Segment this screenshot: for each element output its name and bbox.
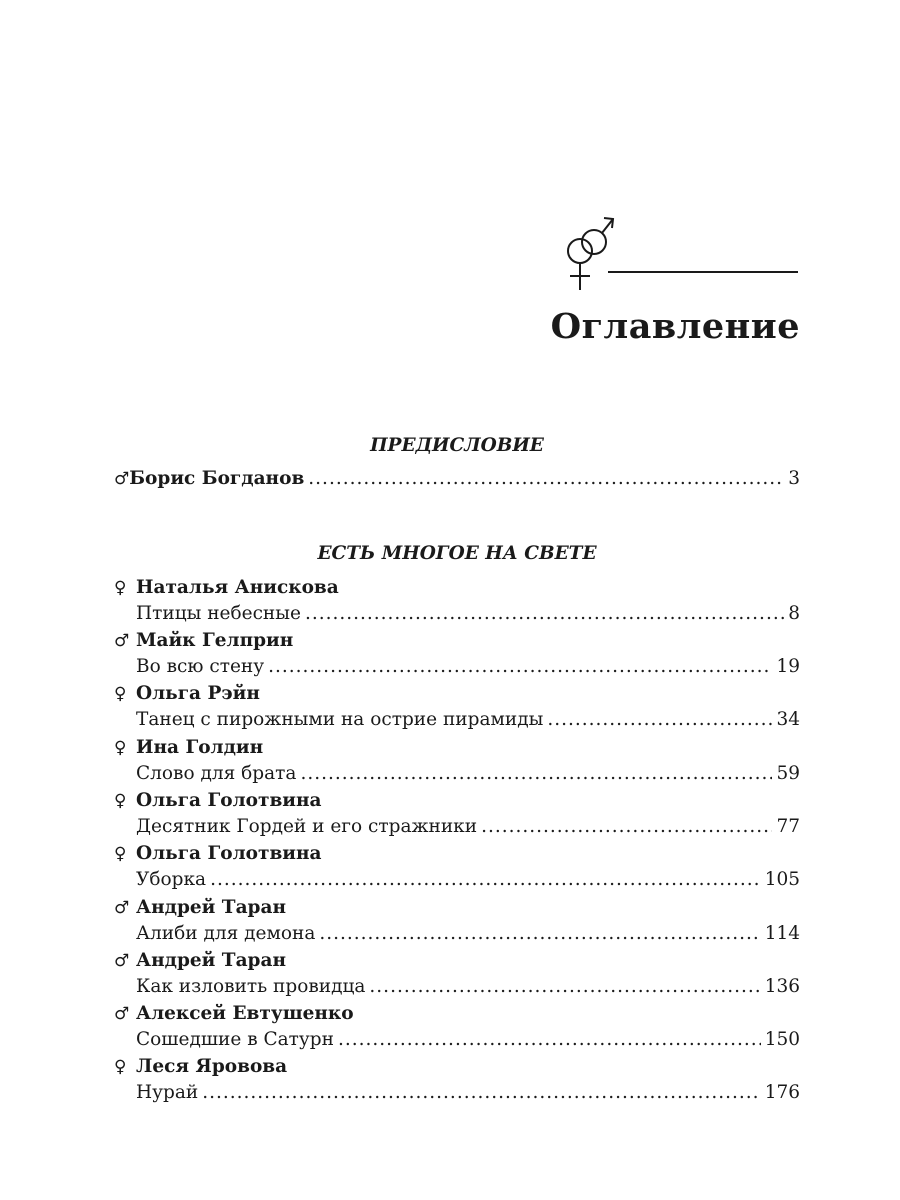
toc-title: Нурай: [136, 1082, 199, 1103]
female-symbol-icon: ♀: [114, 578, 127, 598]
toc-author-line: [114, 630, 800, 651]
female-symbol-icon: ♀: [114, 791, 127, 811]
toc-title: Десятник Гордей и его стражники: [136, 816, 478, 837]
toc-author: Леся Яровова: [136, 1056, 288, 1077]
toc-author: Ольга Голотвина: [136, 790, 322, 811]
toc-title: Алиби для демона: [136, 923, 316, 944]
male-symbol-icon: ♂: [114, 469, 130, 489]
female-symbol-icon: ♀: [114, 1057, 127, 1077]
toc-entry[interactable]: [114, 816, 800, 837]
toc-author: Ина Голдин: [136, 737, 264, 758]
toc-title: Как изловить провидца: [136, 976, 366, 997]
toc-author: Алексей Евтушенко: [136, 1003, 354, 1024]
toc-author-line: [114, 897, 800, 918]
female-symbol-icon: ♀: [114, 684, 127, 704]
dot-leader: [268, 656, 772, 677]
toc-author: Андрей Таран: [136, 950, 287, 971]
toc-entry[interactable]: [114, 1082, 800, 1103]
toc-page-number: 136: [764, 976, 800, 997]
toc-title: Слово для брата: [136, 763, 297, 784]
toc-author: Ольга Рэйн: [136, 683, 260, 704]
toc-page-number: 3: [788, 468, 800, 489]
toc-author-line: [114, 1003, 800, 1024]
female-symbol-icon: ♀: [114, 738, 127, 758]
toc-author: Ольга Голотвина: [136, 843, 322, 864]
toc-page-number: 59: [776, 763, 800, 784]
gender-emblem: [560, 212, 800, 294]
toc-title: Птицы небесные: [136, 603, 301, 624]
toc-author-line: [114, 843, 800, 864]
dot-leader: [305, 603, 784, 624]
toc-entry[interactable]: [114, 1029, 800, 1050]
toc-entry[interactable]: [114, 709, 800, 730]
toc-author-line: [114, 1056, 800, 1077]
dot-leader: [308, 468, 784, 489]
toc-author: Наталья Анискова: [136, 577, 339, 598]
dot-leader: [338, 1029, 761, 1050]
dot-leader: [300, 763, 772, 784]
toc-author: Майк Гелприн: [136, 630, 294, 651]
toc-entry[interactable]: [114, 468, 800, 489]
toc-author-line: [114, 790, 800, 811]
toc-title: Танец с пирожными на острие пирамиды: [136, 709, 544, 730]
dot-leader: [210, 869, 761, 890]
male-symbol-icon: ♂: [114, 1004, 130, 1024]
toc-author-line: [114, 737, 800, 758]
toc-author-line: [114, 577, 800, 598]
toc-page-number: 8: [788, 603, 800, 624]
male-symbol-icon: ♂: [114, 898, 130, 918]
toc-author: Андрей Таран: [136, 897, 287, 918]
toc-entry[interactable]: [114, 869, 800, 890]
toc-title: Сошедшие в Сатурн: [136, 1029, 334, 1050]
section-heading: ПРЕДИСЛОВИЕ: [370, 435, 544, 456]
toc-page-number: 150: [764, 1029, 800, 1050]
female-symbol-icon: ♀: [114, 844, 127, 864]
dot-leader: [319, 923, 760, 944]
toc-page-number: 77: [776, 816, 800, 837]
male-symbol-icon: ♂: [114, 631, 130, 651]
male-female-emblem-icon: [560, 212, 620, 294]
toc-entry[interactable]: [114, 603, 800, 624]
toc-entry[interactable]: [114, 656, 800, 677]
dot-leader: [202, 1082, 760, 1103]
toc-entry[interactable]: [114, 923, 800, 944]
toc-author-line: [114, 950, 800, 971]
dot-leader: [369, 976, 760, 997]
toc-page-number: 105: [764, 869, 800, 890]
toc-author-line: [114, 683, 800, 704]
male-symbol-icon: ♂: [114, 951, 130, 971]
toc-page-number: 176: [764, 1082, 800, 1103]
toc-title: Уборка: [136, 869, 207, 890]
page-title: Оглавление: [550, 306, 800, 347]
toc-entry[interactable]: [114, 763, 800, 784]
toc-page-number: 19: [776, 656, 800, 677]
toc-title: Во всю стену: [136, 656, 265, 677]
dot-leader: [481, 816, 772, 837]
toc-entry[interactable]: [114, 976, 800, 997]
section-heading: ЕСТЬ МНОГОЕ НА СВЕТЕ: [317, 543, 597, 564]
toc-page-number: 114: [764, 923, 800, 944]
title-rule: [608, 271, 798, 273]
dot-leader: [547, 709, 772, 730]
toc-page-number: 34: [776, 709, 800, 730]
toc-author: Борис Богданов: [129, 468, 305, 489]
